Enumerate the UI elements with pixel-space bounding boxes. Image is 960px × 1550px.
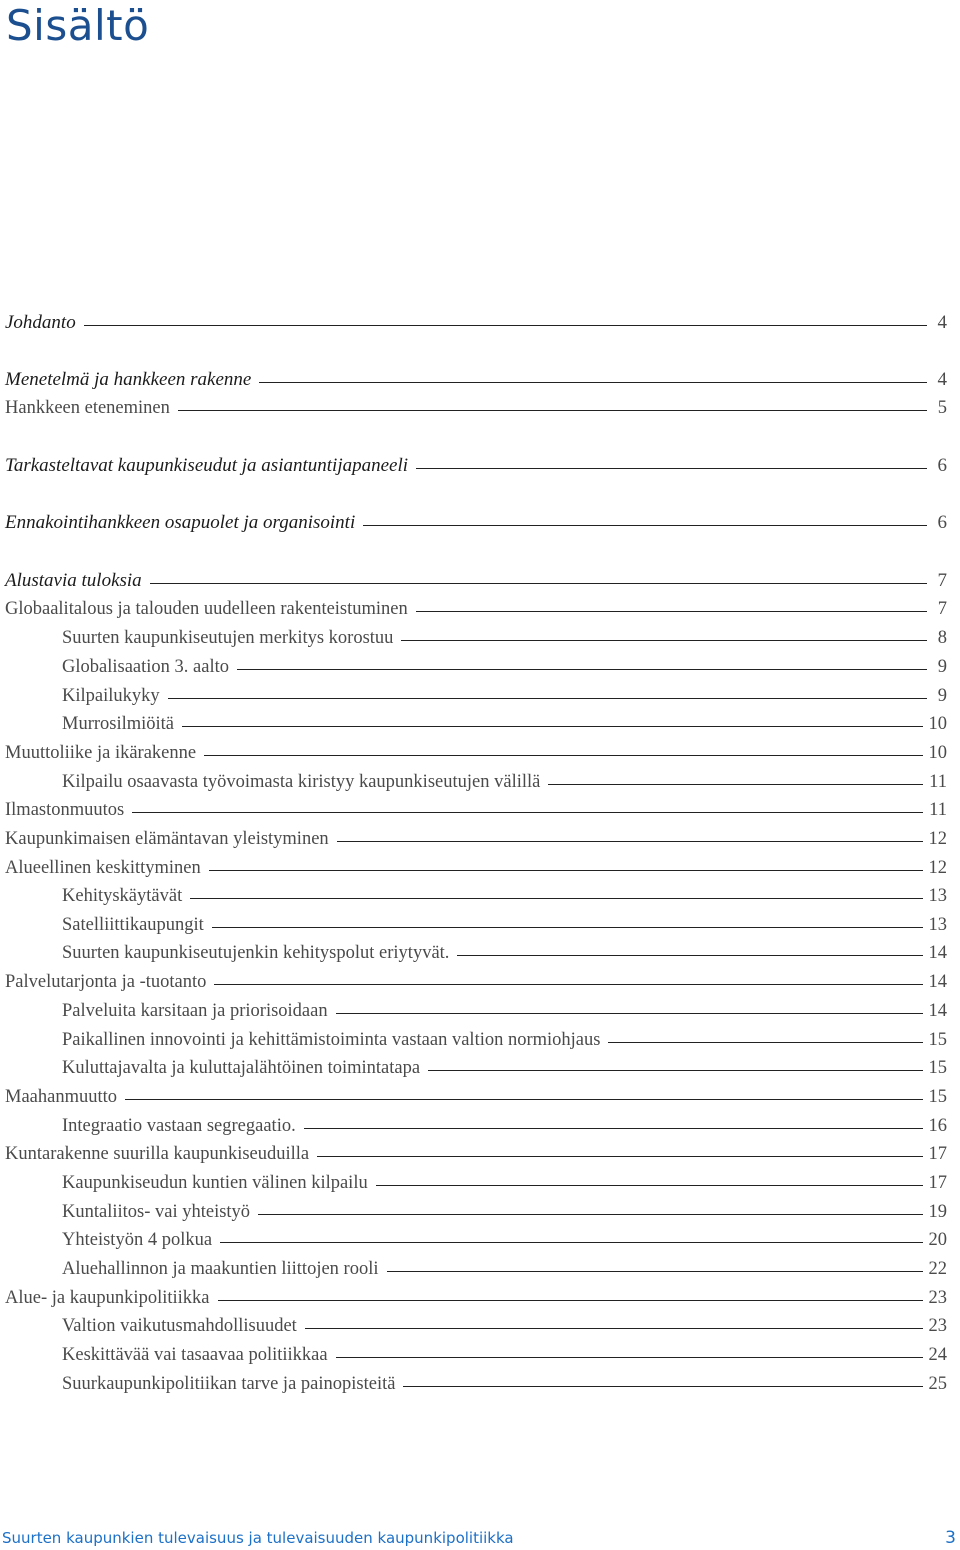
toc-entry-title: Kuntaliitos- vai yhteistyö <box>62 1202 251 1222</box>
toc-entry[interactable] <box>62 628 947 656</box>
toc-leader-line <box>457 954 922 956</box>
toc-entry-title: Alustavia tuloksia <box>5 570 142 591</box>
toc-entry-title: Kilpailu osaavasta työvoimasta kiristyy kaupunkiseutujen välillä <box>62 772 541 792</box>
toc-entry-title: Kuntarakenne suurilla kaupunkiseuduilla <box>5 1144 310 1164</box>
toc-entry[interactable] <box>5 570 947 598</box>
toc-entry[interactable] <box>62 1316 947 1344</box>
toc-page-number: 14 <box>928 1001 947 1021</box>
toc-leader-line <box>178 409 927 411</box>
toc-entry[interactable] <box>62 1030 947 1058</box>
toc-entry-title: Kuluttajavalta ja kuluttajalähtöinen toimintatapa <box>62 1058 421 1078</box>
toc-page-number: 24 <box>928 1345 947 1365</box>
toc-page-number: 19 <box>928 1202 947 1222</box>
toc-page-number: 8 <box>937 628 947 648</box>
toc-page-number: 23 <box>928 1316 947 1336</box>
toc-entry-title: Menetelmä ja hankkeen rakenne <box>5 369 252 390</box>
toc-entry[interactable] <box>62 943 947 971</box>
toc-entry-title: Tarkasteltavat kaupunkiseudut ja asiantuntijapaneeli <box>5 455 409 476</box>
toc-entry-title: Valtion vaikutusmahdollisuudet <box>62 1316 297 1336</box>
toc-leader-line <box>237 668 927 670</box>
toc-entry-title: Murrosilmiöitä <box>62 714 175 734</box>
toc-entry-title: Paikallinen innovointi ja kehittämistoiminta vastaan valtion normiohjaus <box>62 1030 601 1050</box>
footer-page-number: 3 <box>945 1528 956 1548</box>
toc-page-number: 7 <box>937 599 947 619</box>
toc-entry[interactable] <box>5 1087 947 1115</box>
toc-entry[interactable] <box>5 512 947 540</box>
toc-page-number: 6 <box>937 455 947 476</box>
toc-leader-line <box>218 1299 923 1301</box>
toc-leader-line <box>428 1069 922 1071</box>
toc-entry-title: Maahanmuutto <box>5 1087 118 1107</box>
toc-page-number: 5 <box>937 398 947 418</box>
toc-leader-line <box>209 869 923 871</box>
toc-entry-title: Keskittävää vai tasaavaa politiikkaa <box>62 1345 328 1365</box>
toc-entry-title: Hankkeen eteneminen <box>5 398 170 418</box>
toc-entry[interactable] <box>62 1230 947 1258</box>
toc-leader-line <box>337 840 923 842</box>
page-title: Sisältö <box>6 1 150 50</box>
toc-entry[interactable] <box>62 1173 947 1201</box>
toc-page-number: 16 <box>928 1116 947 1136</box>
toc-entry-title: Aluehallinnon ja maakuntien liittojen rooli <box>62 1259 379 1279</box>
toc-leader-line <box>304 1127 923 1129</box>
toc-page-number: 15 <box>928 1030 947 1050</box>
toc-entry-title: Ennakointihankkeen osapuolet ja organisointi <box>5 512 356 533</box>
toc-leader-line <box>212 926 923 928</box>
toc-entry[interactable] <box>62 714 947 742</box>
toc-entry[interactable] <box>62 1345 947 1373</box>
toc-entry-title: Suurten kaupunkiseutujen merkitys korostuu <box>62 628 394 648</box>
toc-leader-line <box>220 1241 922 1243</box>
toc-page-number: 11 <box>929 772 947 792</box>
toc-entry-title: Suurkaupunkipolitiikan tarve ja painopisteitä <box>62 1374 396 1394</box>
footer-publication-title: Suurten kaupunkien tulevaisuus ja tulevaisuuden kaupunkipolitiikka <box>2 1529 514 1547</box>
toc-page-number: 15 <box>928 1087 947 1107</box>
toc-page-number: 10 <box>928 743 947 763</box>
toc-leader-line <box>125 1098 922 1100</box>
toc-entry[interactable] <box>5 858 947 886</box>
toc-leader-line <box>608 1041 922 1043</box>
toc-page-number: 12 <box>928 829 947 849</box>
toc-leader-line <box>363 524 927 526</box>
toc-page-number: 11 <box>929 800 947 820</box>
toc-entry[interactable] <box>62 1001 947 1029</box>
toc-entry[interactable] <box>62 886 947 914</box>
toc-leader-line <box>84 324 927 326</box>
toc-page-number: 10 <box>928 714 947 734</box>
toc-entry-title: Alue- ja kaupunkipolitiikka <box>5 1288 210 1308</box>
page-footer <box>0 1527 958 1549</box>
toc-leader-line <box>204 754 922 756</box>
toc-leader-line <box>168 697 927 699</box>
toc-leader-line <box>259 381 927 383</box>
toc-entry-title: Palvelutarjonta ja -tuotanto <box>5 972 207 992</box>
toc-leader-line <box>336 1012 923 1014</box>
toc-entry[interactable] <box>62 1259 947 1287</box>
toc-page-number: 20 <box>928 1230 947 1250</box>
toc-page-number: 25 <box>928 1374 947 1394</box>
toc-entry[interactable] <box>5 1288 947 1316</box>
toc-entry-title: Alueellinen keskittyminen <box>5 858 201 878</box>
toc-leader-line <box>182 725 922 727</box>
toc-entry-title: Kehityskäytävät <box>62 886 183 906</box>
toc-entry[interactable] <box>5 972 947 1000</box>
toc-entry[interactable] <box>62 1202 947 1230</box>
toc-entry-title: Satelliittikaupungit <box>62 915 204 935</box>
toc-page-number: 7 <box>937 570 947 591</box>
toc-entry[interactable] <box>5 800 947 828</box>
toc-page-number: 15 <box>928 1058 947 1078</box>
toc-entry-title: Suurten kaupunkiseutujenkin kehityspolut eriytyvät. <box>62 943 450 963</box>
toc-entry[interactable] <box>62 772 947 800</box>
toc-entry-title: Kaupunkiseudun kuntien välinen kilpailu <box>62 1173 368 1193</box>
toc-entry-title: Kaupunkimaisen elämäntavan yleistyminen <box>5 829 329 849</box>
toc-leader-line <box>401 639 927 641</box>
toc-entry[interactable] <box>5 455 947 483</box>
toc-leader-line <box>258 1213 922 1215</box>
toc-leader-line <box>403 1385 922 1387</box>
toc-page-number: 17 <box>928 1173 947 1193</box>
toc-entry[interactable] <box>5 599 947 627</box>
toc-entry[interactable] <box>62 915 947 943</box>
toc-entry[interactable] <box>62 1116 947 1144</box>
toc-page-number: 4 <box>937 369 947 390</box>
toc-entry-title: Yhteistyön 4 polkua <box>62 1230 213 1250</box>
toc-page-number: 12 <box>928 858 947 878</box>
toc-page-number: 13 <box>928 886 947 906</box>
toc-entry-title: Palveluita karsitaan ja priorisoidaan <box>62 1001 328 1021</box>
toc-page-number: 14 <box>928 972 947 992</box>
toc-entry[interactable] <box>5 1144 947 1172</box>
toc-entry[interactable] <box>5 369 947 397</box>
toc-entry[interactable] <box>5 743 947 771</box>
toc-leader-line <box>416 610 927 612</box>
toc-page-number: 9 <box>937 686 947 706</box>
toc-leader-line <box>190 897 922 899</box>
toc-leader-line <box>548 783 923 785</box>
toc-entry-title: Johdanto <box>5 312 76 333</box>
toc-page-number: 6 <box>937 512 947 533</box>
toc-page-number: 23 <box>928 1288 947 1308</box>
toc-page-number: 13 <box>928 915 947 935</box>
toc-page-number: 17 <box>928 1144 947 1164</box>
toc-leader-line <box>387 1270 923 1272</box>
toc-leader-line <box>317 1155 922 1157</box>
toc-page-number: 14 <box>928 943 947 963</box>
toc-entry-title: Integraatio vastaan segregaatio. <box>62 1116 296 1136</box>
toc-page-number: 22 <box>928 1259 947 1279</box>
toc-leader-line <box>150 582 927 584</box>
toc-entry[interactable] <box>5 312 947 340</box>
toc-page-number: 9 <box>937 657 947 677</box>
toc-entry[interactable] <box>62 1058 947 1086</box>
toc-entry[interactable] <box>5 398 947 426</box>
toc-entry-title: Muuttoliike ja ikärakenne <box>5 743 197 763</box>
toc-entry-title: Kilpailukyky <box>62 686 160 706</box>
toc-leader-line <box>305 1327 923 1329</box>
toc-entry[interactable] <box>62 686 947 714</box>
toc-page-number: 4 <box>937 312 947 333</box>
toc-leader-line <box>376 1184 923 1186</box>
toc-entry-title: Globaalitalous ja talouden uudelleen rakenteistuminen <box>5 599 408 619</box>
toc-entry[interactable] <box>62 1374 947 1402</box>
toc-entry-title: Ilmastonmuutos <box>5 800 125 820</box>
toc-entry-title: Globalisaation 3. aalto <box>62 657 229 677</box>
toc-entry[interactable] <box>62 657 947 685</box>
toc-leader-line <box>132 811 923 813</box>
toc-leader-line <box>214 983 922 985</box>
toc-leader-line <box>336 1356 923 1358</box>
toc-entry[interactable] <box>5 829 947 857</box>
toc-leader-line <box>416 467 927 469</box>
